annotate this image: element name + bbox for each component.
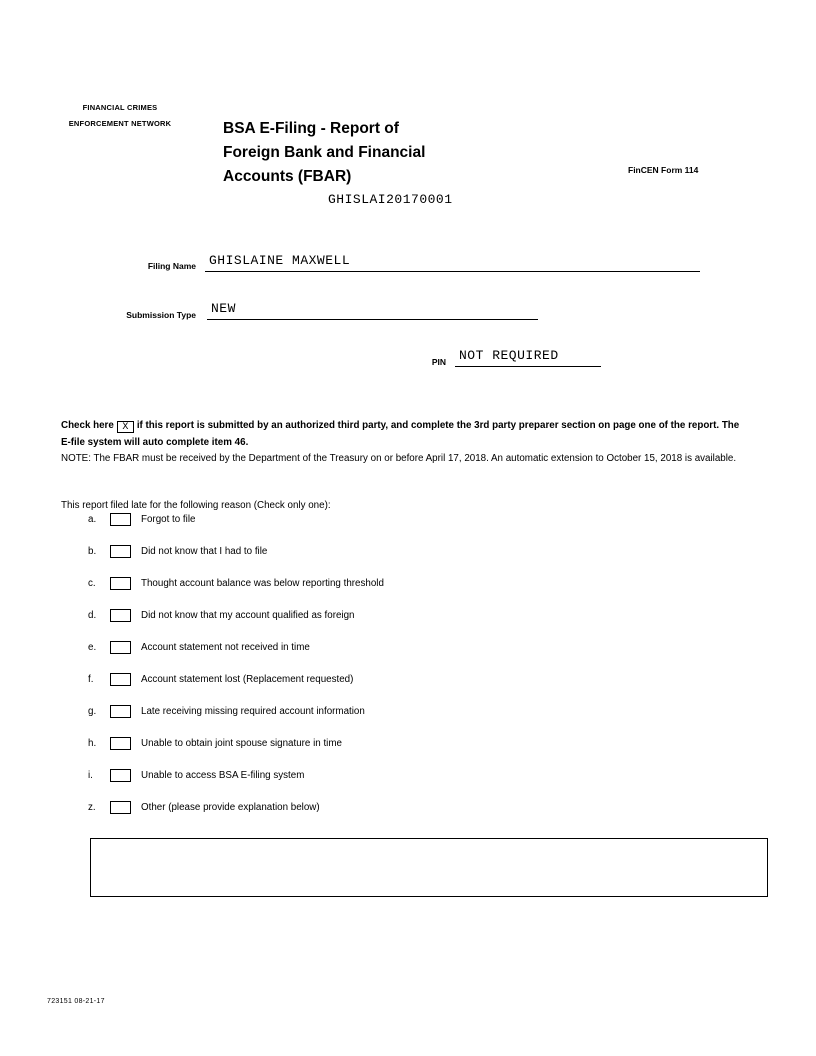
- reason-checkbox-h[interactable]: [110, 737, 131, 750]
- agency-line-1: FINANCIAL CRIMES: [82, 103, 158, 112]
- reason-checkbox-i[interactable]: [110, 769, 131, 782]
- form-title-line-2: Foreign Bank and Financial: [223, 144, 426, 161]
- late-reason-intro: This report filed late for the following reason (Check only one):: [61, 500, 331, 511]
- reason-checkbox-a[interactable]: [110, 513, 131, 526]
- check-here-prefix: Check here: [61, 420, 114, 431]
- deadline-note: NOTE: The FBAR must be received by the Department of the Treasury on or before April 17, 2018. An automatic extension to October 15, 2018 is available.: [61, 453, 737, 464]
- late-reason-row-a: [88, 513, 816, 545]
- reason-letter: i.: [88, 770, 93, 781]
- reason-label: Forgot to file: [141, 514, 196, 525]
- pin-field[interactable]: NOT REQUIRED: [455, 348, 601, 367]
- late-reason-row-c: [88, 577, 816, 609]
- reason-checkbox-f[interactable]: [110, 673, 131, 686]
- late-reason-row-g: [88, 705, 816, 737]
- late-reason-row-e: [88, 641, 816, 673]
- check-here-suffix: if this report is submitted by an authorized third party, and complete the 3rd party preparer section on page one of the report. The E-file system will auto complete item 46.: [61, 420, 740, 448]
- footer-doc-code: 723151 08-21-17: [47, 998, 105, 1005]
- third-party-checkbox[interactable]: X: [117, 421, 134, 433]
- reason-checkbox-b[interactable]: [110, 545, 131, 558]
- reason-label: Other (please provide explanation below): [141, 802, 320, 813]
- late-reason-row-d: [88, 609, 816, 641]
- reason-label: Did not know that I had to file: [141, 546, 268, 557]
- reason-checkbox-c[interactable]: [110, 577, 131, 590]
- reason-label: Late receiving missing required account information: [141, 706, 365, 717]
- reason-label: Unable to obtain joint spouse signature in time: [141, 738, 342, 749]
- reason-letter: b.: [88, 546, 97, 557]
- reason-checkbox-e[interactable]: [110, 641, 131, 654]
- reason-label: Account statement not received in time: [141, 642, 310, 653]
- reason-letter: g.: [88, 706, 97, 717]
- explanation-textbox[interactable]: [90, 838, 768, 897]
- filing-name-label: Filing Name: [147, 261, 196, 271]
- tracking-id: GHISLAI20170001: [328, 192, 453, 207]
- reason-letter: z.: [88, 802, 96, 813]
- reason-checkbox-d[interactable]: [110, 609, 131, 622]
- reason-letter: f.: [88, 674, 94, 685]
- reason-label: Account statement lost (Replacement requested): [141, 674, 354, 685]
- late-reason-row-f: [88, 673, 816, 705]
- reason-checkbox-z[interactable]: [110, 801, 131, 814]
- reason-letter: e.: [88, 642, 97, 653]
- reason-checkbox-g[interactable]: [110, 705, 131, 718]
- reason-letter: d.: [88, 610, 97, 621]
- pin-label: PIN: [431, 357, 446, 367]
- reason-label: Thought account balance was below reporting threshold: [141, 578, 384, 589]
- third-party-statement: [61, 418, 743, 451]
- late-reason-row-b: [88, 545, 816, 577]
- reason-letter: a.: [88, 514, 97, 525]
- form-title-line-1: BSA E-Filing - Report of: [223, 120, 399, 137]
- late-reason-row-h: [88, 737, 816, 769]
- agency-name: [50, 100, 190, 132]
- reason-label: Did not know that my account qualified as foreign: [141, 610, 355, 621]
- late-reason-list: [0, 513, 816, 833]
- reason-letter: h.: [88, 738, 97, 749]
- reason-label: Unable to access BSA E-filing system: [141, 770, 305, 781]
- form-number: FinCEN Form 114: [628, 165, 699, 175]
- filing-name-field[interactable]: GHISLAINE MAXWELL: [205, 253, 700, 272]
- late-reason-row-z: [88, 801, 816, 833]
- agency-line-2: ENFORCEMENT NETWORK: [68, 119, 172, 128]
- submission-type-field[interactable]: NEW: [207, 301, 538, 320]
- form-title: [223, 117, 523, 189]
- submission-type-label: Submission Type: [126, 310, 196, 320]
- reason-letter: c.: [88, 578, 96, 589]
- form-title-line-3: Accounts (FBAR): [223, 168, 352, 185]
- late-reason-row-i: [88, 769, 816, 801]
